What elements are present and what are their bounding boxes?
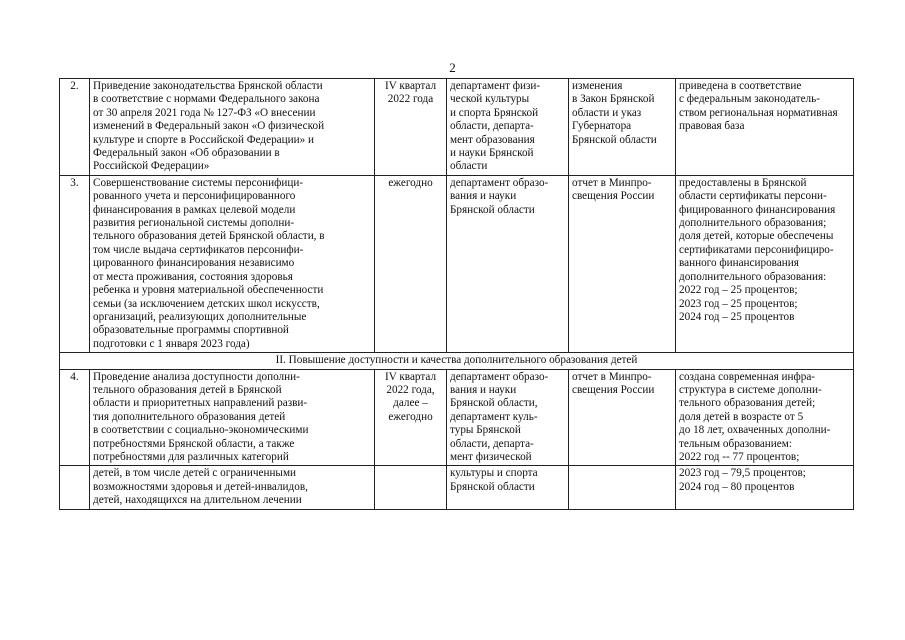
table-row <box>60 79 854 176</box>
result-cell: создана современная инфра- структура в системе дополни- тельного образования детей; доля детей в возрасте от 5 до 18 лет, охваченных дополни- тельным образованием: 2022 год -- 77 процентов; <box>676 369 854 466</box>
task-cell: детей, в том числе детей с ограниченными возможностями здоровья и детей-инвалидов, детей, находящихся на длительном лечении <box>90 466 375 509</box>
section-header-row <box>60 353 854 369</box>
result-cell: предоставлены в Брянской области сертификаты персони- фицированного финансирования дополнительного образования; доля детей, которые обеспечены сертификатами персонифициро- ванного финансирования дополнительного образования: 2022 год – 25 процентов; 2023 год – 25 процентов; 2024 год – 25 процентов <box>676 175 854 352</box>
table-row-continuation <box>60 466 854 509</box>
row-number: 3. <box>60 175 90 352</box>
deadline-cell: ежегодно <box>375 175 447 352</box>
row-number-empty <box>60 466 90 509</box>
responsible-cell: департамент образо- вания и науки Брянской области, департамент куль- туры Брянской области, департа- мент физической <box>447 369 569 466</box>
responsible-cell: культуры и спорта Брянской области <box>447 466 569 509</box>
task-cell: Совершенствование системы персонифици- рованного учета и персонифицированного финансирования в рамках целевой модели развития региональной системы дополни- тельного образования детей Брянской области, в том числе выдача сертификатов персонифи- цированного финансирования независимо от места проживания, состояния здоровья ребенка и уровня материальной обеспеченности семьи (за исключением детских школ искусств, организаций, реализующих дополнительные образовательные программы спортивной подготовки с 1 января 2023 года) <box>90 175 375 352</box>
responsible-cell: департамент образо- вания и науки Брянской области <box>447 175 569 352</box>
deadline-cell-empty <box>375 466 447 509</box>
task-cell: Проведение анализа доступности дополни- тельного образования детей в Брянской области и приоритетных направлений разви- тия дополнительного образования детей в соответствии с социально-экономическими потребностями Брянской области, а также потребностями для различных категорий <box>90 369 375 466</box>
row-number: 4. <box>60 369 90 466</box>
document-cell-empty <box>569 466 676 509</box>
task-cell: Приведение законодательства Брянской области в соответствие с нормами Федерального закона от 30 апреля 2021 года № 127-ФЗ «О внесении изменений в Федеральный закон «О физической культуре и спорте в Российской Федерации» и Федеральный закон «Об образовании в Российской Федерации» <box>90 79 375 176</box>
responsible-cell: департамент физи- ческой культуры и спорта Брянской области, департа- мент образования и науки Брянской области <box>447 79 569 176</box>
deadline-cell: IV квартал 2022 года, далее – ежегодно <box>375 369 447 466</box>
row-number: 2. <box>60 79 90 176</box>
document-cell: изменения в Закон Брянской области и указ Губернатора Брянской области <box>569 79 676 176</box>
table-row <box>60 175 854 352</box>
deadline-cell: IV квартал 2022 года <box>375 79 447 176</box>
document-cell: отчет в Минпро- свещения России <box>569 175 676 352</box>
page-number: 2 <box>449 60 456 75</box>
table-row <box>60 369 854 466</box>
section-title: II. Повышение доступности и качества дополнительного образования детей <box>60 353 854 369</box>
plan-table <box>59 78 854 510</box>
result-cell: 2023 год – 79,5 процентов; 2024 год – 80 процентов <box>676 466 854 509</box>
result-cell: приведена в соответствие с федеральным законодатель- ством региональная нормативная правовая база <box>676 79 854 176</box>
document-cell: отчет в Минпро- свещения России <box>569 369 676 466</box>
